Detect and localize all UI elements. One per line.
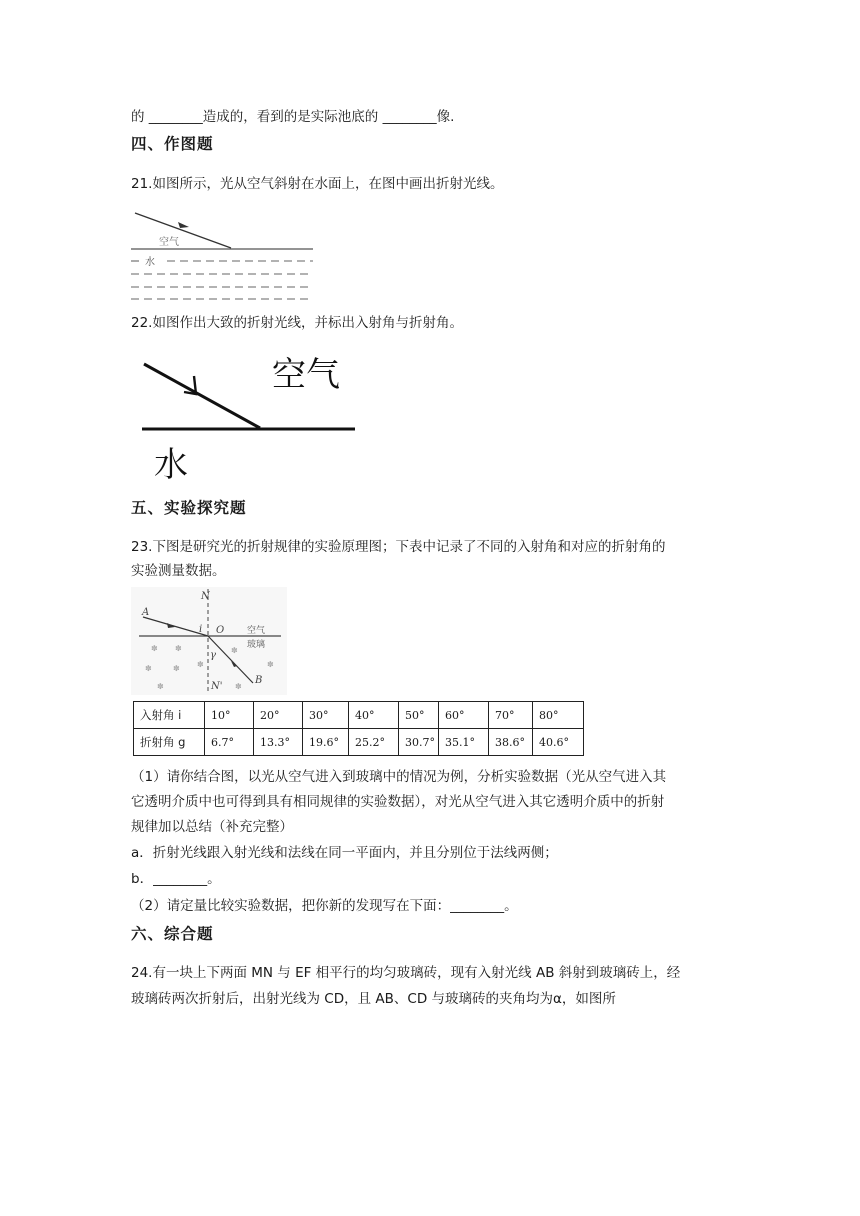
q23-part1-b: b．________。 <box>131 871 221 887</box>
section-6-heading: 六、综合题 <box>131 925 214 943</box>
label-gamma: γ <box>210 650 216 661</box>
table-cell: 30° <box>303 702 349 729</box>
table-cell: 40.6° <box>533 729 584 756</box>
table-cell: 20° <box>254 702 303 729</box>
svg-text:✽: ✽ <box>197 660 204 669</box>
air-label: 空气 <box>247 626 266 636</box>
table-row <box>134 702 584 729</box>
air-label: 空气 <box>159 237 179 248</box>
incident-ray <box>144 364 260 428</box>
table-cell: 40° <box>349 702 399 729</box>
q24-text-line1: 24.有一块上下两面 MN 与 EF 相平行的均匀玻璃砖，现有入射光线 AB 斜射到玻璃砖上，经 <box>131 965 681 981</box>
label-o: O <box>216 625 225 636</box>
refraction-data-table <box>133 701 584 756</box>
q20-text: 的 ________造成的，看到的是实际池底的 ________像. <box>131 109 455 125</box>
label-b: B <box>255 675 263 686</box>
q22-text: 22.如图作出大致的折射光线，并标出入射角与折射角。 <box>131 315 463 331</box>
incident-ray <box>135 213 231 248</box>
svg-text:✽: ✽ <box>267 660 274 669</box>
svg-text:✽: ✽ <box>157 682 164 691</box>
table-cell: 80° <box>533 702 584 729</box>
table-cell: 38.6° <box>489 729 533 756</box>
table-cell: 25.2° <box>349 729 399 756</box>
table-cell: 13.3° <box>254 729 303 756</box>
air-label: 空气 <box>272 355 340 395</box>
q23-part1-line1: （1）请你结合图，以光从空气进入到玻璃中的情况为例，分析实验数据（光从空气进入其 <box>131 769 667 785</box>
section-5-heading: 五、实验探究题 <box>131 499 247 517</box>
svg-text:✽: ✽ <box>145 664 152 673</box>
water-dashes <box>131 261 313 299</box>
section-4-heading: 四、作图题 <box>131 135 214 153</box>
row-label-incidence: 入射角 i <box>134 702 205 729</box>
water-label: 水 <box>154 445 188 485</box>
svg-text:✽: ✽ <box>231 646 238 655</box>
q23-part2: （2）请定量比较实验数据，把你新的发现写在下面：________。 <box>131 898 518 914</box>
q23-part1-a: a．折射光线跟入射光线和法线在同一平面内，并且分别位于法线两侧； <box>131 845 558 861</box>
q23-figure <box>131 587 287 695</box>
q22-figure <box>140 348 362 486</box>
table-cell: 6.7° <box>205 729 254 756</box>
ray-arrow-icon <box>178 222 189 228</box>
table-row <box>134 729 584 756</box>
table-cell: 60° <box>439 702 489 729</box>
q21-figure <box>131 205 316 303</box>
label-n: N <box>201 591 210 602</box>
water-label: 水 <box>145 257 155 268</box>
q24-text-line2: 玻璃砖两次折射后，出射光线为 CD，且 AB、CD 与玻璃砖的夹角均为α，如图所 <box>131 991 616 1007</box>
label-n-prime: N' <box>211 681 223 692</box>
svg-text:✽: ✽ <box>151 644 158 653</box>
q23-part1-line2: 它透明介质中也可得到具有相同规律的实验数据），对光从空气进入其它透明介质中的折射 <box>131 794 665 810</box>
table-cell: 30.7° <box>399 729 439 756</box>
table-cell: 19.6° <box>303 729 349 756</box>
table-cell: 70° <box>489 702 533 729</box>
q23-text-line1: 23.下图是研究光的折射规律的实验原理图；下表中记录了不同的入射角和对应的折射角的 <box>131 539 666 555</box>
svg-text:✽: ✽ <box>175 644 182 653</box>
svg-text:✽: ✽ <box>235 682 242 691</box>
row-label-refraction: 折射角 g <box>134 729 205 756</box>
glass-label: 玻璃 <box>247 640 266 650</box>
q23-part1-line3: 规律加以总结（补充完整） <box>131 819 293 835</box>
table-cell: 35.1° <box>439 729 489 756</box>
q23-text-line2: 实验测量数据。 <box>131 563 226 579</box>
table-cell: 50° <box>399 702 439 729</box>
label-a: A <box>142 607 150 618</box>
table-cell: 10° <box>205 702 254 729</box>
label-i: i <box>199 624 203 635</box>
q21-text: 21.如图所示，光从空气斜射在水面上，在图中画出折射光线。 <box>131 176 504 192</box>
svg-text:✽: ✽ <box>173 664 180 673</box>
